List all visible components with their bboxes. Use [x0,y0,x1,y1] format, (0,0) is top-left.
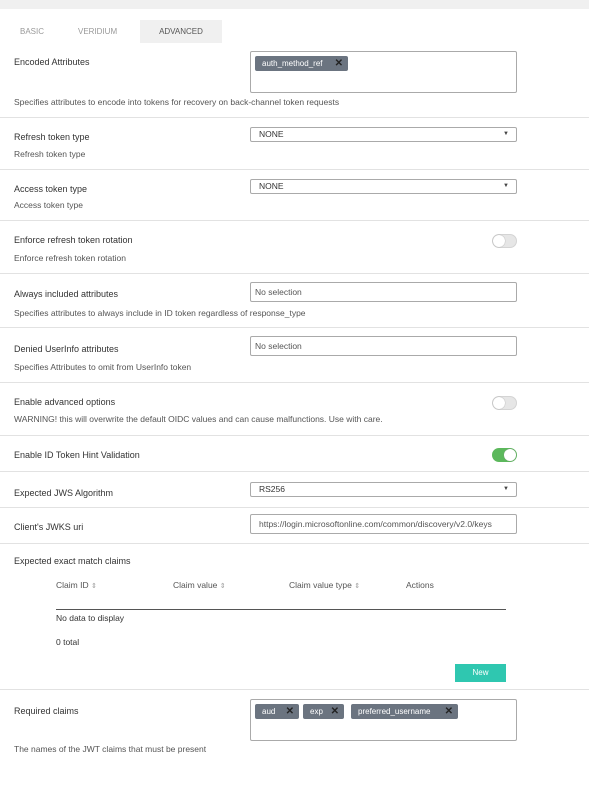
denied-userinfo-description: Specifies Attributes to omit from UserInfo token [14,362,192,372]
id-token-hint-label: Enable ID Token Hint Validation [14,450,140,460]
caret-down-icon: ▼ [503,131,509,137]
required-claims-label: Required claims [14,706,79,716]
enforce-refresh-rotation-toggle[interactable] [492,234,517,248]
toggle-knob [493,235,505,247]
chip-auth-method-ref [255,56,348,71]
denied-userinfo-row [0,328,589,383]
encoded-attributes-row [0,43,589,118]
chip-label: exp [310,707,323,716]
denied-userinfo-label: Denied UserInfo attributes [14,344,119,354]
access-token-type-value: NONE [259,181,284,191]
chip-label: auth_method_ref [262,59,323,68]
refresh-token-type-value: NONE [259,129,284,139]
jwks-uri-input[interactable]: https://login.microsoftonline.com/common/discovery/v2.0/keys [250,514,517,534]
id-token-hint-row [0,436,589,472]
caret-down-icon: ▼ [503,183,509,189]
access-token-type-label: Access token type [14,184,88,194]
required-claims-row [0,690,589,789]
column-header-actions: Actions [406,580,434,590]
enforce-refresh-rotation-row [0,221,589,274]
jws-algorithm-value: RS256 [259,484,285,494]
jwks-uri-label: Client's JWKS uri [14,522,84,532]
access-token-type-select[interactable] [250,179,517,194]
tab-advanced[interactable]: ADVANCED [140,20,222,43]
close-icon[interactable]: ✕ [334,58,343,69]
sort-icon: ⇕ [354,583,361,590]
enforce-refresh-rotation-description: Enforce refresh token rotation [14,253,126,263]
toggle-knob [504,449,516,461]
tab-veridium[interactable]: VERIDIUM [78,27,118,36]
access-token-type-row [0,170,589,221]
jws-algorithm-row [0,472,589,508]
tab-bar [0,20,222,43]
advanced-options-warning: WARNING! this will overwrite the default OIDC values and can cause malfunctions. Use with care. [14,414,383,424]
top-bar [0,0,589,9]
refresh-token-type-label: Refresh token type [14,132,90,142]
required-claims-description: The names of the JWT claims that must be present [14,744,207,754]
expected-claims-label: Expected exact match claims [14,556,131,566]
column-header-claim-value-type[interactable]: Claim value type ⇕ [289,580,361,590]
always-included-label: Always included attributes [14,289,119,299]
advanced-options-toggle[interactable] [492,396,517,410]
refresh-token-type-description: Refresh token type [14,149,86,159]
chip-aud [255,704,299,719]
refresh-token-type-select[interactable] [250,127,517,142]
required-claims-input[interactable] [250,699,517,741]
close-icon[interactable]: ✕ [444,706,453,717]
sort-icon: ⇕ [90,583,97,590]
always-included-description: Specifies attributes to always include in ID token regardless of response_type [14,308,306,318]
close-icon[interactable]: ✕ [285,706,294,717]
chip-exp [303,704,344,719]
column-header-claim-value[interactable]: Claim value ⇕ [173,580,226,590]
column-header-claim-id[interactable]: Claim ID ⇕ [56,580,97,590]
close-icon[interactable]: ✕ [330,706,339,717]
chip-label: aud [262,707,276,716]
chip-label: preferred_username [358,707,431,716]
empty-table-text: No data to display [56,613,125,623]
id-token-hint-toggle[interactable] [492,448,517,462]
tab-basic[interactable]: BASIC [20,27,45,36]
access-token-type-description: Access token type [14,200,83,210]
refresh-token-type-row [0,118,589,170]
jwks-uri-row [0,508,589,544]
encoded-attributes-description: Specifies attributes to encode into tokens for recovery on back-channel token requests [14,97,340,107]
advanced-options-label: Enable advanced options [14,397,116,407]
always-included-row [0,274,589,328]
encoded-attributes-input[interactable] [250,51,517,93]
table-total: 0 total [56,637,80,647]
always-included-input[interactable]: No selection [250,282,517,302]
jws-algorithm-label: Expected JWS Algorithm [14,488,114,498]
advanced-options-row [0,383,589,436]
encoded-attributes-label: Encoded Attributes [14,57,90,67]
enforce-refresh-rotation-label: Enforce refresh token rotation [14,235,133,245]
new-claim-button[interactable]: New [455,664,506,682]
sort-icon: ⇕ [219,583,226,590]
caret-down-icon: ▼ [503,486,509,492]
denied-userinfo-input[interactable]: No selection [250,336,517,356]
chip-preferred-username [351,704,458,719]
jws-algorithm-select[interactable] [250,482,517,497]
table-divider [56,609,506,610]
toggle-knob [493,397,505,409]
